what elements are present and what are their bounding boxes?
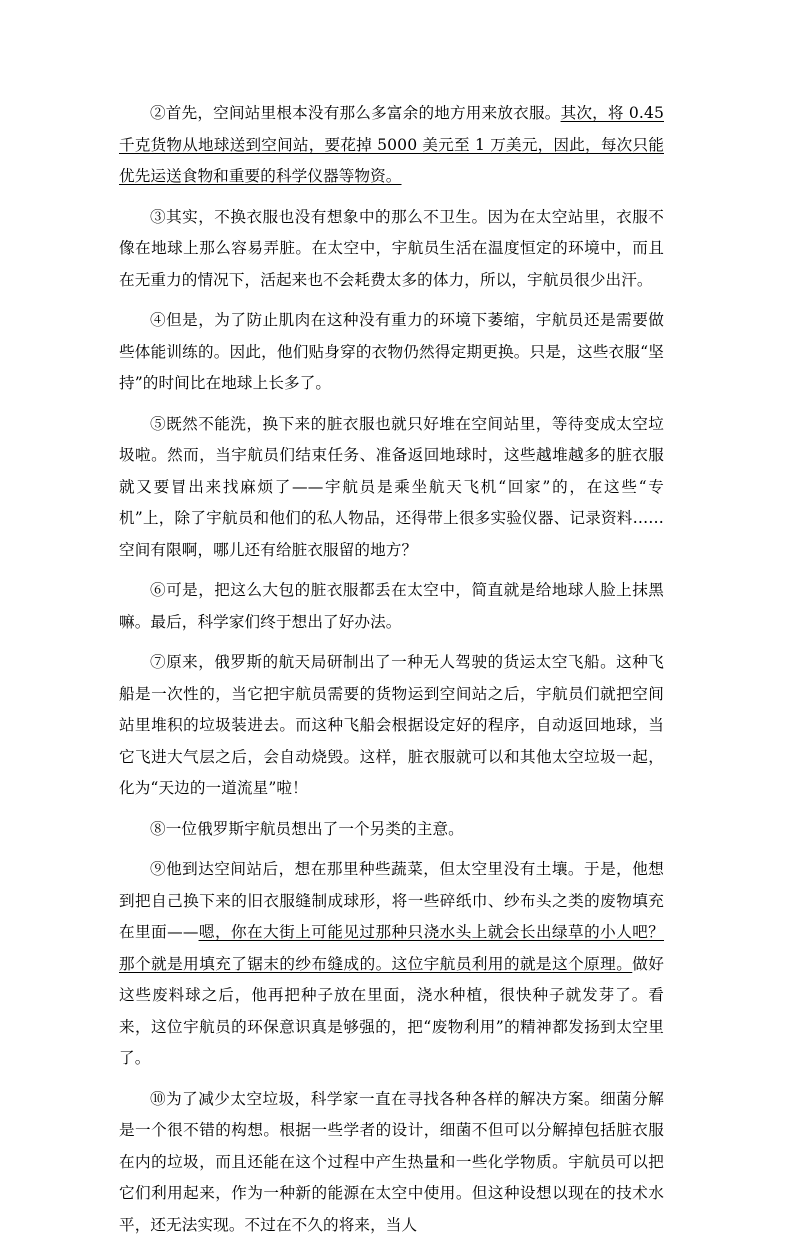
paragraph-5-text: ⑤既然不能洗，换下来的脏衣服也就只好堆在空间站里，等待变成太空垃圾啦。然而，当宇航员们结束任务、准备返回地球时，这些越堆越多的脏衣服就又要冒出来找麻烦了——宇航员是乘坐航天飞机“回家”的，在这些“专机”上，除了宇航员和他们的私人物品，还得带上很多实验仪器、记录资料……空间有限啊，哪儿还有给脏衣服留的地方？ <box>119 414 664 559</box>
paragraph-7-text: ⑦原来，俄罗斯的航天局研制出了一种无人驾驶的货运太空飞船。这种飞船是一次性的，当它把宇航员需要的货物运到空间站之后，宇航员们就把空间站里堆积的垃圾装进去。而这种飞船会根据设定好的程序，自动返回地球，当它飞进大气层之后，会自动烧毁。这样，脏衣服就可以和其他太空垃圾一起，化为“天边的一道流星”啦！ <box>119 653 664 797</box>
paragraph-10 <box>119 1084 664 1242</box>
paragraph-9-text: ⑨他到达空间站后，想在那里种些蔬菜，但太空里没有土壤。于是，他想到把自己换下来的旧衣服缝制成球形，将一些碎纸巾、纱布头之类的废物填充在里面—— <box>119 860 664 941</box>
paragraph-8-text: ⑧一位俄罗斯宇航员想出了一个另类的主意。 <box>150 819 464 838</box>
paragraph-6 <box>119 575 664 638</box>
paragraph-9 <box>119 854 664 1075</box>
paragraph-3-text: ③其实，不换衣服也没有想象中的那么不卫生。因为在太空站里，衣服不像在地球上那么容易弄脏。在太空中，宇航员生活在温度恒定的环境中，而且在无重力的情况下，活起来也不会耗费太多的体力，所以，宇航员很少出汗。 <box>119 207 664 289</box>
paragraph-10-text: ⑩为了减少太空垃圾，科学家一直在寻找各种各样的解决方案。细菌分解是一个很不错的构想。根据一些学者的设计，细菌不但可以分解掉包括脏衣服在内的垃圾，而且还能在这个过程中产生热量和一些化学物质。宇航员可以把它们利用起来，作为一种新的能源在太空中使用。但这种设想以现在的技术水平，还无法实现。不过在不久的将来，当人 <box>119 1089 664 1234</box>
paragraph-6-text: ⑥可是，把这么大包的脏衣服都丢在太空中，简直就是给地球人脸上抹黑嘛。最后，科学家们终于想出了好办法。 <box>119 581 664 631</box>
paragraph-4-text: ④但是，为了防止肌肉在这种没有重力的环境下萎缩，宇航员还是需要做些体能训练的。因此，他们贴身穿的衣物仍然得定期更换。只是，这些衣服“坚持”的时间比在地球上长多了。 <box>119 311 664 392</box>
paragraph-9-text-continued: 做好这些废料球之后，他再把种子放在里面，浇水种植，很快种子就发芽了。看来，这位宇航员的环保意识真是够强的，把“废物利用”的精神都发扬到太空里了。 <box>119 954 664 1067</box>
paragraph-7 <box>119 647 664 805</box>
paragraph-5 <box>119 409 664 567</box>
paragraph-2 <box>119 98 664 193</box>
paragraph-2-text: ②首先，空间站里根本没有那么多富余的地方用来放衣服。 <box>150 104 561 122</box>
paragraph-3 <box>119 202 664 297</box>
document-page <box>119 98 664 1250</box>
paragraph-2-underlined-text: 其次，将 0.45 千克货物从地球送到空间站，要花掉 5000 美元至 1 万美元，因此，每次只能优先运送食物和重要的科学仪器等物资。 <box>119 104 664 185</box>
paragraph-8 <box>119 814 664 846</box>
paragraph-9-underlined-text: 嗯，你在大街上可能见过那种只浇水头上就会长出绿草的小人吧？那个就是用填充了锯末的纱布缝成的。这位宇航员利用的就是这个原理。 <box>119 923 665 973</box>
paragraph-4 <box>119 305 664 400</box>
